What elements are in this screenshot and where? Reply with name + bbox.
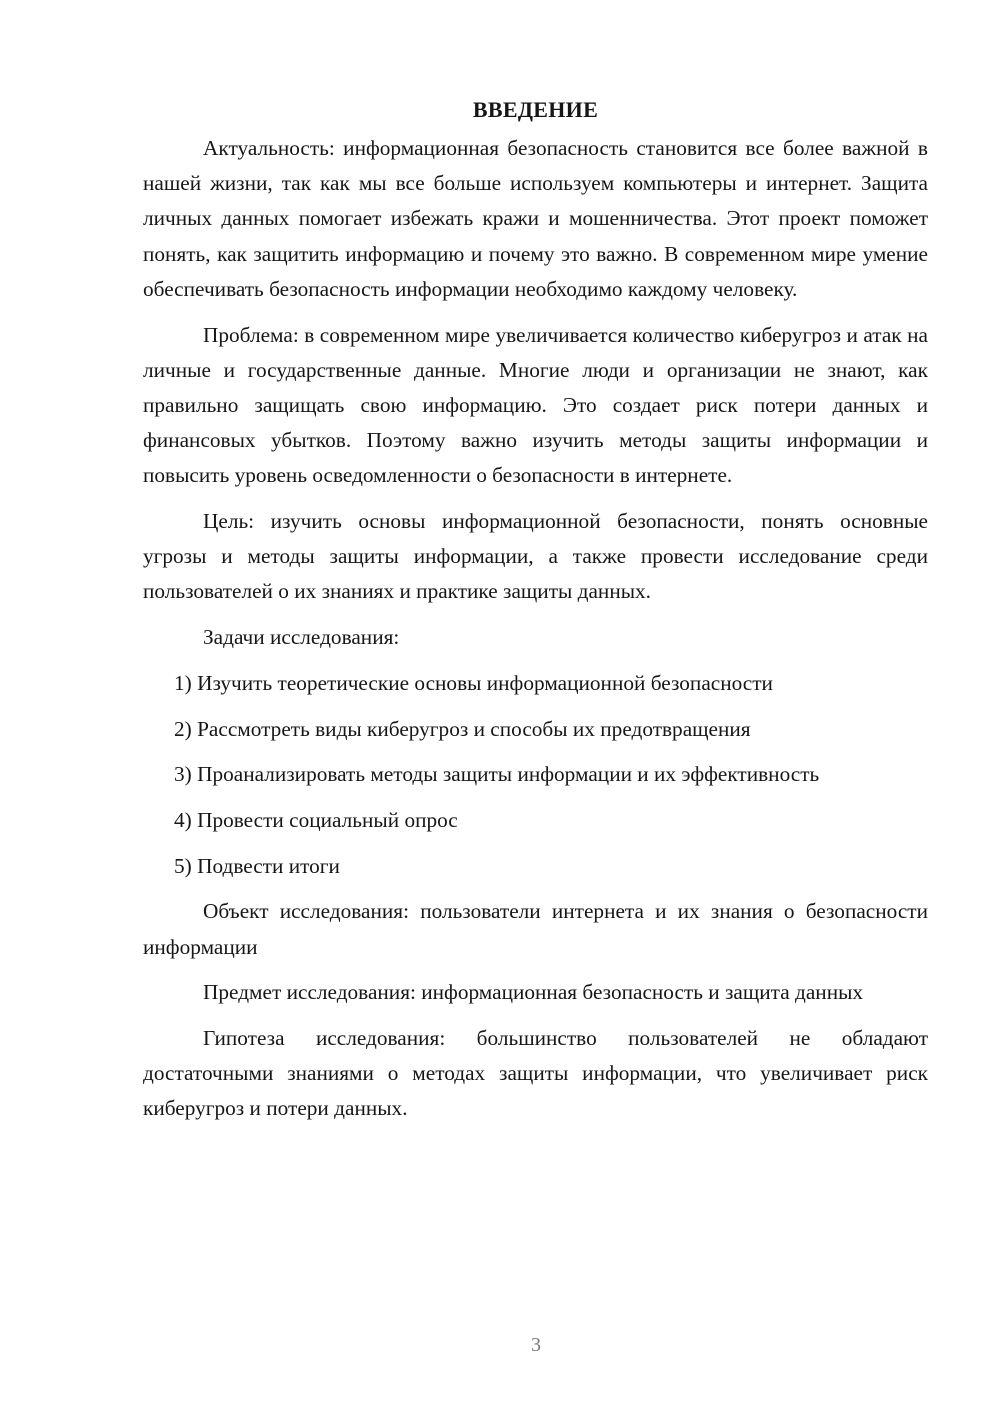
section-title: ВВЕДЕНИЕ [472, 97, 599, 122]
task-item: 4) Провести социальный опрос [174, 807, 458, 832]
page-number: 3 [531, 1334, 541, 1356]
document-page [143, 92, 928, 1137]
task-item: 3) Проанализировать методы защиты информации и их эффективность [174, 762, 820, 787]
task-item: 5) Подвести итоги [174, 853, 340, 878]
task-item: 2) Рассмотреть виды киберугроз и способы их предотвращения [174, 716, 751, 741]
tasks-heading: Задачи исследования: [203, 625, 400, 650]
subject-paragraph: Предмет исследования: информационная безопасность и защита данных [203, 980, 864, 1005]
problem-paragraph: Проблема: в современном мире увеличивается количество киберугроз и атак на личные и государственные данные. Многие люди и организации не знают, как правильно защищать свою информацию. Это создает риск потери данных и финансовых убытков. Поэтому важно изучить методы защиты информации и повысить уровень осведомленности о безопасности в интернете. [143, 322, 928, 488]
object-paragraph: Объект исследования: пользователи интернета и их знания о безопасности информации [143, 899, 928, 959]
hypothesis-paragraph: Гипотеза исследования: большинство пользователей не обладают достаточными знаниями о методах защиты информации, что увеличивает риск киберугроз и потери данных. [143, 1025, 928, 1121]
relevance-paragraph: Актуальность: информационная безопасность становится все более важной в нашей жизни, так как мы все больше используем компьютеры и интернет. Защита личных данных помогает избежать кражи и мошенничества. Этот проект поможет понять, как защитить информацию и почему это важно. В современном мире умение обеспечивать безопасность информации необходимо каждому человеку. [143, 136, 928, 301]
task-item: 1) Изучить теоретические основы информационной безопасности [174, 670, 773, 695]
goal-paragraph: Цель: изучить основы информационной безопасности, понять основные угрозы и методы защиты информации, а также провести исследование среди пользователей о их знаниях и практике защиты данных. [143, 509, 928, 604]
